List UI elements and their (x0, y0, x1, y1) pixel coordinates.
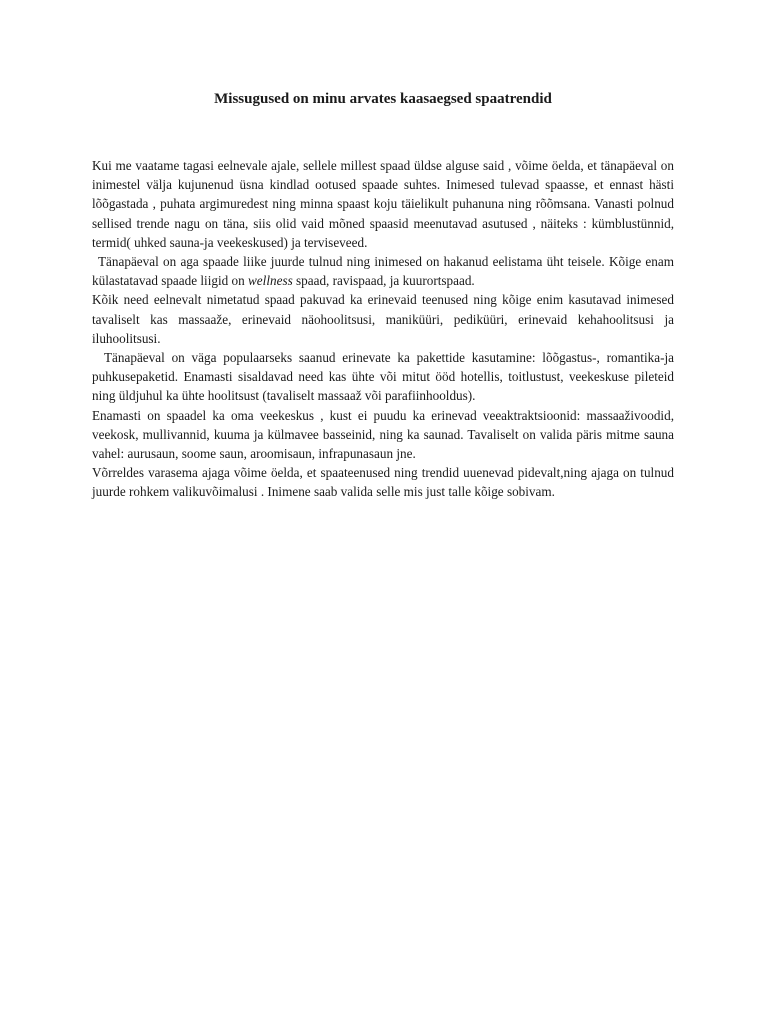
document-body (92, 156, 674, 502)
document-title: Missugused on minu arvates kaasaegsed spaatrendid (214, 91, 552, 107)
paragraph-spa-types (92, 252, 674, 290)
emphasis-wellness: wellness (248, 273, 293, 289)
paragraph-intro: Kui me vaatame tagasi eelnevale ajale, sellele millest spaad üldse alguse said , võime öelda, et tänapäeval on inimestel välja kujunenud üsna kindlad ootused spaade suhtes. Inimesed tulevad spaasse, et ennast hästi lõõgastada , puhata argimuredest ning minna spaast koju täielikult puhanuna ning rõõmsana. Vanasti polnud sellised trende nagu on täna, siis olid vaid mõned spaasid meenutavad asutused , näiteks : kümblustünnid, termid( uhked sauna-ja veekeskused) ja terviseveed. (92, 158, 674, 250)
paragraph-services: Kõik need eelnevalt nimetatud spaad pakuvad ka erinevaid teenused ning kõige enim kasutavad inimesed tavaliselt kas massaaže, erinevaid näohoolitsusi, maniküüri, pediküüri, erinevaid kehahoolitsusi ja iluhoolitsusi. (92, 292, 674, 346)
paragraph-packages: Tänapäeval on väga populaarseks saanud erinevate ka pakettide kasutamine: lõõgastus-, romantika-ja puhkusepaketid. Enamasti sisaldavad need kas ühte või mitut ööd hotellis, toitlustust, veekeskuse pileteid ning üldjuhul ka ühte hoolitsust (tavaliselt massaaž või parafiinhooldus). (92, 350, 674, 404)
paragraph-conclusion: Võrreldes varasema ajaga võime öelda, et spaateenused ning trendid uuenevad pidevalt,ning ajaga on tulnud juurde rohkem valikuvõimalusi . Inimene saab valida selle mis just talle kõige sobivam. (92, 465, 674, 500)
paragraph-spa-types-tail: spaad, ravispaad, ja kuurortspaad. (292, 273, 475, 289)
paragraph-water-center: Enamasti on spaadel ka oma veekeskus , kust ei puudu ka erinevad veeaktraktsioonid: massaaživoodid, veekosk, mullivannid, kuuma ja külmavee basseinid, ning ka saunad. Tavaliselt on valida päris mitme sauna vahel: aurusaun, soome saun, aroomisaun, infrapunasaun jne. (92, 407, 674, 462)
paragraph-spa-types-text: Tänapäeval on aga spaade liike juurde tulnud ning inimesed on hakanud eelistama üht teisele. Kõige enam külastatavad spaade liigid on (92, 254, 674, 289)
